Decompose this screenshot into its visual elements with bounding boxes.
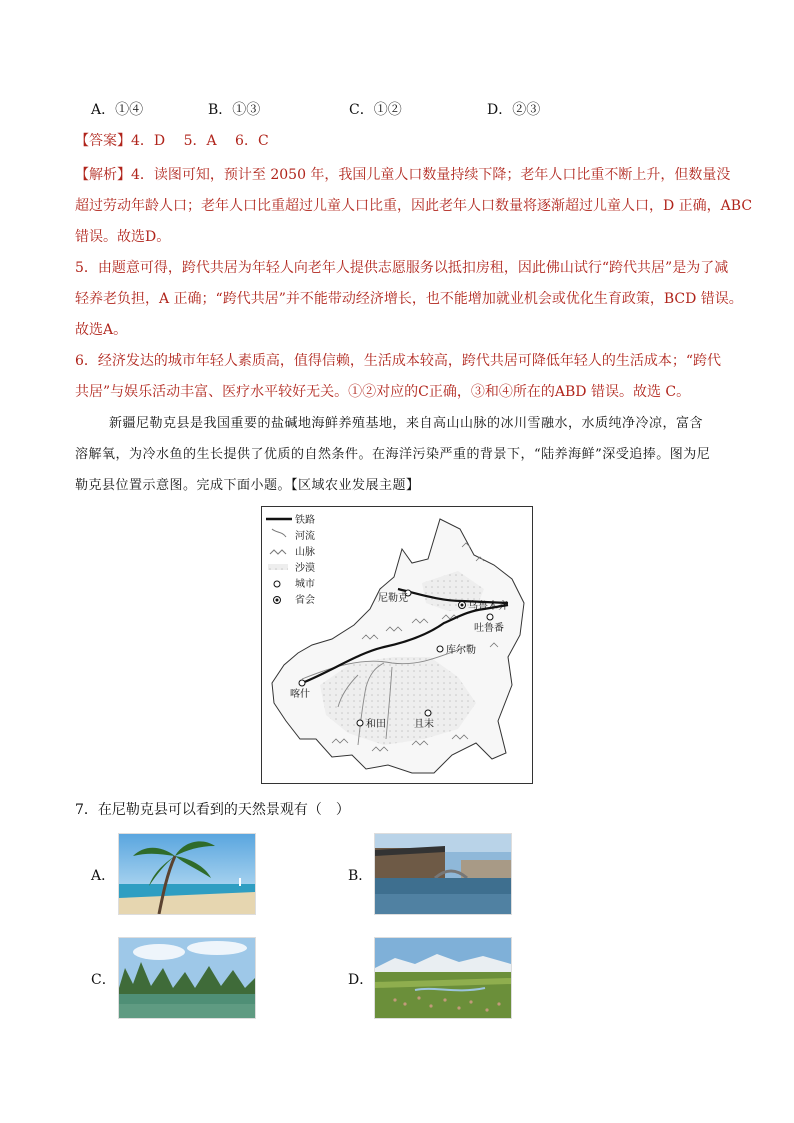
analysis-q6-line1: 6．经济发达的城市年轻人素质高，值得信赖，生活成本较高，跨代共居可降低年轻人的生活成本；“跨代 <box>75 353 722 369</box>
city-label-hotan: 和田 <box>366 719 386 730</box>
analysis-q5-line2: 轻养老负担，A 正确；“跨代共居”并不能带动经济增长，也不能增加就业机会或优化生育政策，BCD 错误。 <box>75 291 743 307</box>
legend-capital: 省会 <box>295 595 315 606</box>
passage-line1: 新疆尼勒克县是我国重要的盐碱地海鲜养殖基地，来自高山山脉的冰川雪融水，水质纯净冷凉，富含 <box>109 416 704 431</box>
city-marker-turpan <box>487 614 493 620</box>
analysis-q4-text1: 4．读图可知，预计至 2050 年，我国儿童人口数量持续下降；老年人口比重不断上升，但数量没 <box>131 167 731 183</box>
legend-railway: 铁路 <box>295 515 315 526</box>
karst-image <box>119 938 255 1018</box>
legend-desert: 沙漠 <box>295 563 315 574</box>
option-b-prev: B．①③ <box>208 102 261 118</box>
analysis-block <box>75 160 753 408</box>
analysis-q4-line1 <box>75 160 735 191</box>
analysis-q5-line1: 5．由题意可得，跨代共居为年轻人向老年人提供志愿服务以抵扣房租，因此佛山试行“跨代共居”是为了减 <box>75 260 729 276</box>
city-label-kashgar: 喀什 <box>290 689 310 700</box>
option-c-prev: C．①② <box>349 102 402 118</box>
q7-stem: 7．在尼勒克县可以看到的天然景观有（ ） <box>75 802 350 818</box>
q7-option-b-label: B． <box>348 868 373 884</box>
q7-option-c-label: C． <box>91 972 116 988</box>
photo-karst-river <box>118 937 256 1019</box>
city-marker-qiemo <box>425 710 431 716</box>
q7-option-a-label: A． <box>91 868 116 884</box>
passage-block <box>75 408 735 501</box>
analysis-q5-line3: 故选A。 <box>75 322 128 338</box>
photo-grassland <box>374 937 512 1019</box>
option-d-prev: D．②③ <box>487 102 541 118</box>
photo-tropical-beach <box>118 833 256 915</box>
legend-river: 河流 <box>295 531 315 542</box>
beach-image <box>119 834 255 914</box>
answer-text: 4．D 5．A 6．C <box>131 133 269 149</box>
map-legend <box>266 513 315 606</box>
analysis-q4-line2: 超过劳动年龄人口；老年人口比重超过儿童人口比重，因此老年人口数量将逐渐超过儿童人口，D 正确，ABC <box>75 198 753 214</box>
analysis-q6-line2: 共居”与娱乐活动丰富、医疗水平较好无关。①②对应的C正确，③和④所在的ABD 错误。故选 C。 <box>75 384 691 400</box>
location-map <box>261 506 533 784</box>
map-svg <box>262 507 532 783</box>
city-label-turpan: 吐鲁番 <box>474 623 504 634</box>
city-label-nileke: 尼勒克 <box>378 593 408 604</box>
water-town-image <box>375 834 511 914</box>
city-marker-hotan <box>357 720 363 726</box>
city-label-korla: 库尔勒 <box>446 645 476 656</box>
city-label-qiemo: 且末 <box>414 719 434 730</box>
analysis-q4-line3: 错误。故选D。 <box>75 229 171 245</box>
passage-line3: 勒克县位置示意图。完成下面小题。【区域农业发展主题】 <box>75 478 420 493</box>
grassland-image <box>375 938 511 1018</box>
passage-line2: 溶解氧，为冷水鱼的生长提供了优质的自然条件。在海洋污染严重的背景下，“陆养海鲜”深受追捧。图为尼 <box>75 447 711 462</box>
photo-water-town <box>374 833 512 915</box>
analysis-tag: 【解析】 <box>75 167 131 183</box>
city-marker-korla <box>437 646 443 652</box>
q7-option-d-label: D． <box>348 972 374 988</box>
answer-line <box>75 131 269 151</box>
city-marker-kashgar <box>299 680 305 686</box>
option-a-prev: A．①④ <box>91 102 144 118</box>
city-label-urumqi: 乌鲁木齐 <box>468 601 508 612</box>
legend-mountain: 山脉 <box>295 547 315 558</box>
answer-tag: 【答案】 <box>75 133 131 149</box>
legend-city: 城市 <box>295 579 315 590</box>
